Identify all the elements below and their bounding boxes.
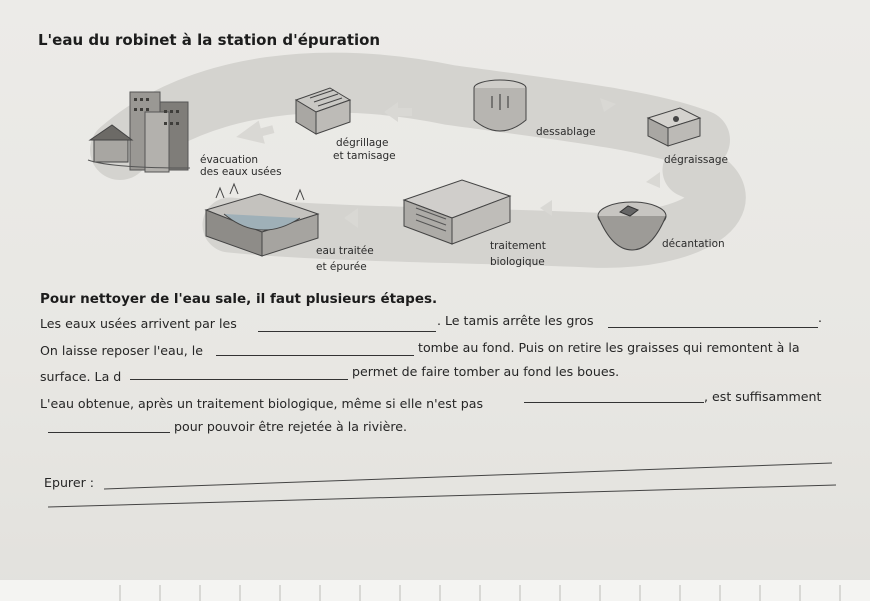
line4-text-b: , est suffisamment: [704, 389, 822, 404]
label-traitement: traitement: [490, 240, 546, 252]
line3-text-a: surface. La d: [40, 369, 122, 384]
line4-text-a: L'eau obtenue, après un traitement biologique, même si elle n'est pas: [40, 396, 484, 411]
line2-text-a: On laisse reposer l'eau, le: [40, 343, 203, 358]
blank-2[interactable]: [608, 327, 818, 328]
epurer-answer-lines: [0, 440, 870, 520]
line1-text-b: . Le tamis arrête les gros: [437, 313, 594, 328]
exercise-heading: Pour nettoyer de l'eau sale, il faut plusieurs étapes.: [40, 291, 438, 307]
dessablage-tank-image: [474, 80, 526, 131]
water-treatment-diagram: [0, 0, 870, 290]
epurer-label: Epurer :: [44, 475, 95, 490]
city-buildings-image: [88, 92, 190, 172]
answer-line-1[interactable]: [104, 463, 832, 489]
answer-line-2[interactable]: [48, 485, 836, 507]
line1-text-a: Les eaux usées arrivent par les: [40, 316, 237, 331]
line2-text-b: tombe au fond. Puis on retire les graisses qui remontent à la: [418, 340, 800, 355]
blank-6[interactable]: [48, 432, 170, 433]
blank-3[interactable]: [216, 355, 414, 356]
blank-1[interactable]: [258, 331, 436, 332]
label-eau-traitee-2: et épurée: [316, 261, 367, 273]
page-title: L'eau du robinet à la station d'épuration: [38, 31, 381, 49]
blank-4[interactable]: [130, 379, 348, 380]
label-degraissage: dégraissage: [664, 154, 728, 166]
flow-arrow-4: [646, 172, 660, 188]
label-evacuation: évacuation: [200, 154, 259, 166]
label-eau-traitee: eau traitée: [316, 245, 374, 257]
line3-text-b: permet de faire tomber au fond les boues.: [352, 364, 620, 379]
label-decantation: décantation: [662, 238, 725, 250]
line5-text: pour pouvoir être rejetée à la rivière.: [174, 419, 408, 434]
label-dessablage: dessablage: [536, 126, 596, 138]
label-traitement-2: biologique: [490, 256, 545, 268]
flow-band-top: [120, 83, 700, 150]
label-evacuation-2: des eaux usées: [200, 166, 282, 178]
line1-text-c: .: [818, 310, 823, 325]
blank-5[interactable]: [524, 402, 704, 403]
bottom-ruler-strip: [0, 579, 870, 601]
label-degrillage-2: et tamisage: [333, 150, 396, 162]
label-degrillage: dégrillage: [336, 137, 389, 149]
